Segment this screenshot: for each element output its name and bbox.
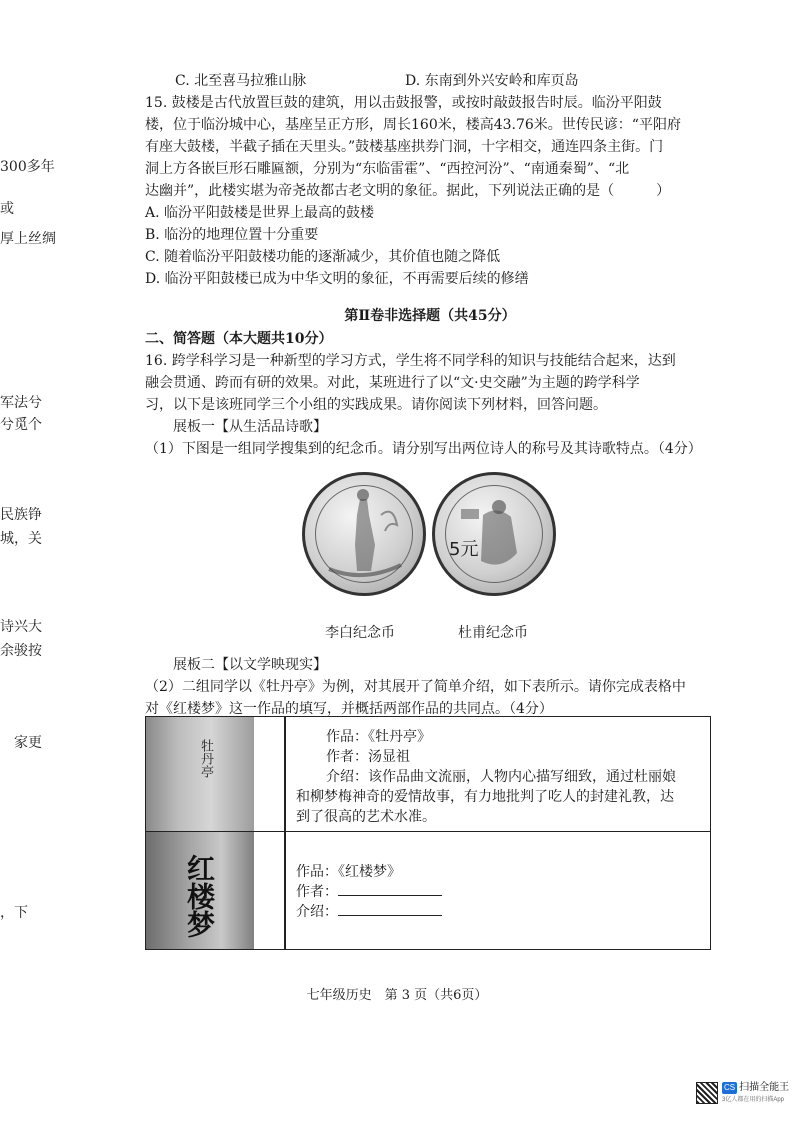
work-intro-line: 介绍：该作品曲文流丽，人物内心描写细致，通过杜丽娘 xyxy=(326,769,676,785)
du-fu-coin-image xyxy=(432,472,556,596)
work-title: 作品：《红楼梦》 xyxy=(296,864,401,880)
cover-title: 牡丹亭 xyxy=(198,739,213,778)
dream-red-chamber-cover-image xyxy=(146,832,254,949)
scanner-app-name: 扫描全能王 xyxy=(739,1082,790,1093)
author-answer-blank[interactable] xyxy=(338,882,442,896)
q16-sub1: （1）下图是一组同学搜集到的纪念币。请分别写出两位诗人的称号及其诗歌特点。（4分） xyxy=(145,441,702,457)
q16-stem-line: 16. 跨学科学习是一种新型的学习方式，学生将不同学科的知识与技能结合起来，达到 xyxy=(145,353,676,369)
q15-option-a: A. 临汾平阳鼓楼是世界上最高的鼓楼 xyxy=(145,205,375,221)
work-intro-line: 到了很高的艺术水准。 xyxy=(296,809,436,825)
q16-stem-line: 融会贯通、跨而有研的效果。对此，某班进行了以“文·史交融”为主题的跨学科学 xyxy=(145,375,640,391)
margin-fragment: 余骏按 xyxy=(0,643,42,659)
q15-option-b: B. 临汾的地理位置十分重要 xyxy=(145,227,319,243)
margin-fragment: 城，关 xyxy=(0,531,42,547)
exam-page-content xyxy=(145,70,715,720)
margin-fragment: 诗兴大 xyxy=(0,619,42,635)
q15-stem-line: 洞上方各嵌巨形石雕匾额，分别为“东临雷霍”、“西控河汾”、“南通秦蜀”、“北 xyxy=(145,161,630,177)
table-row-dream-red-chamber xyxy=(146,832,710,949)
q14-options xyxy=(145,70,715,92)
work-title: 作品：《牡丹亭》 xyxy=(326,729,431,745)
margin-fragment: 军法兮 xyxy=(0,395,42,411)
peony-pavilion-cover-image xyxy=(146,717,254,831)
li-bai-coin-image xyxy=(302,472,426,596)
work-author: 作者：汤显祖 xyxy=(326,749,410,765)
qr-code-icon xyxy=(696,1082,718,1104)
q16-sub2-line: （2）二组同学以《牡丹亭》为例，对其展开了简单介绍，如下表所示。请你完成表格中 xyxy=(145,679,686,695)
q15-option-c: C. 随着临汾平阳鼓楼功能的逐渐减少，其价值也随之降低 xyxy=(145,249,501,265)
q16-sub2-line: 对《红楼梦》这一作品的填写，并概括两部作品的共同点。（4分） xyxy=(145,701,553,717)
svg-text:5元: 5元 xyxy=(449,539,479,560)
q15-stem-line: 楼，位于临汾城中心，基座呈正方形，周长160米，楼高43.76米。世传民谚：“平阳府 xyxy=(145,117,681,133)
board-1-title: 展板一【从生活品诗歌】 xyxy=(173,419,327,435)
page-footer: 七年级历史 第 3 页（共6页） xyxy=(306,988,488,1003)
intro-label: 介绍： xyxy=(296,904,338,920)
li-bai-coin-caption: 李白纪念币 xyxy=(325,625,395,641)
margin-fragment: 兮觅个 xyxy=(0,417,42,433)
scanner-tagline: 3亿人都在用的扫描App xyxy=(722,1097,785,1103)
dream-red-chamber-info xyxy=(296,862,698,922)
coin-figure xyxy=(145,466,715,652)
q14-option-d: D. 东南到外兴安岭和库页岛 xyxy=(405,73,579,89)
q14-option-c: C. 北至喜马拉雅山脉 xyxy=(175,73,307,89)
work-intro-line: 和柳梦梅神奇的爱情故事，有力地批判了吃人的封建礼教，达 xyxy=(296,789,674,805)
cover-title: 红楼梦 xyxy=(183,854,216,938)
cs-logo-icon: CS xyxy=(724,1083,736,1092)
question-15 xyxy=(145,92,715,290)
q15-option-d: D. 临汾平阳鼓楼已成为中华文明的象征，不再需要后续的修缮 xyxy=(145,271,529,287)
q15-stem-line: 15. 鼓楼是古代放置巨鼓的建筑，用以击鼓报警，或按时敲鼓报告时辰。临汾平阳鼓 xyxy=(145,95,662,111)
q15-stem-line: 有座大鼓楼，半截子插在天里头。”鼓楼基座拱券门洞，十字相交，通连四条主街。门 xyxy=(145,139,664,155)
margin-fragment: 300多年 xyxy=(0,159,55,175)
work-intro-row xyxy=(296,902,698,922)
peony-pavilion-info xyxy=(296,727,698,827)
work-author-row xyxy=(296,882,698,902)
q15-stem-line: 达幽并”，此楼实堪为帝尧故都古老文明的象征。据此，下列说法正确的是（ ） xyxy=(145,183,671,199)
intro-answer-blank[interactable] xyxy=(338,902,442,916)
section2-heading: 二、简答题（本大题共10分） xyxy=(145,331,333,347)
margin-fragment: 民族铮 xyxy=(0,507,42,523)
q16-stem-line: 习，以下是该班同学三个小组的实践成果。请你阅读下列材料，回答问题。 xyxy=(145,397,607,413)
author-label: 作者： xyxy=(296,884,338,900)
part2-title: 第Ⅱ卷非选择题（共45分） xyxy=(344,308,516,324)
du-fu-coin-caption: 杜甫纪念币 xyxy=(458,625,528,641)
scanner-watermark xyxy=(722,1082,789,1106)
margin-fragment: 或 xyxy=(0,201,14,217)
board-2-title: 展板二【以文学映现实】 xyxy=(173,657,327,673)
works-table xyxy=(145,716,711,950)
margin-fragment: 厚上丝绸 xyxy=(0,231,56,247)
margin-fragment: ，下 xyxy=(0,905,28,921)
table-row-peony-pavilion xyxy=(146,717,710,832)
margin-fragment: 家更 xyxy=(14,735,42,751)
question-16 xyxy=(145,350,715,720)
